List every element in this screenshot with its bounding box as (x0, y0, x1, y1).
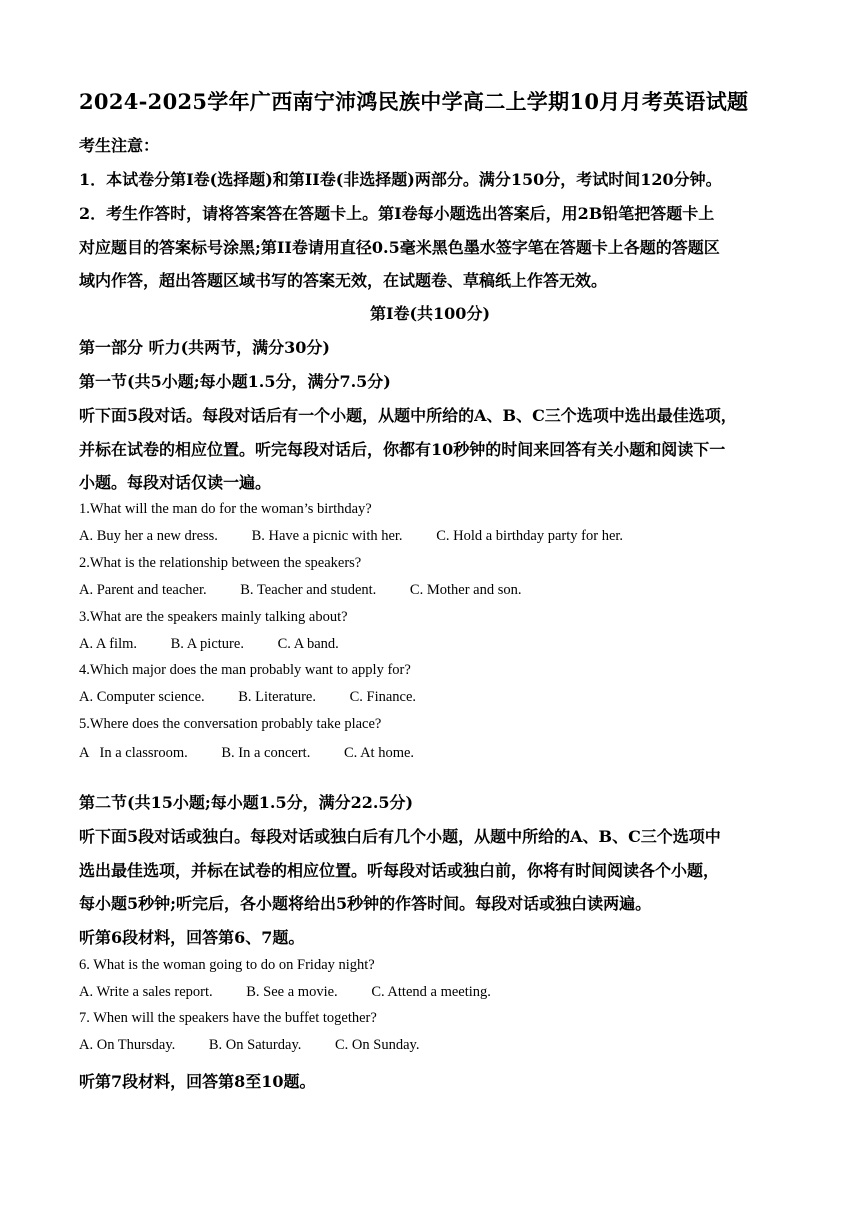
question-2-options (79, 582, 521, 599)
option-c: C. On Sunday. (335, 1037, 420, 1053)
question-2: 2.What is the relationship between the speakers? (79, 555, 362, 571)
section2-heading: 第二节(共15小题;每小题1.5分，满分22.5分) (79, 793, 414, 812)
question-3-options (79, 636, 339, 653)
option-a: A. Parent and teacher. (79, 582, 207, 598)
option-a: A. Buy her a new dress. (79, 528, 218, 544)
question-7-options (79, 1037, 419, 1054)
section1-instruction-1: 听下面5段对话。每段对话后有一个小题，从题中所给的A、B、C三个选项中选出最佳选项， (79, 406, 737, 425)
note-line-2: 2．考生作答时，请将答案答在答题卡上。第I卷每小题选出答案后，用2B铅笔把答题卡上 (79, 204, 715, 223)
option-c: C. Attend a meeting. (371, 984, 491, 1000)
option-a: A. Computer science. (79, 689, 205, 705)
option-a: A. On Thursday. (79, 1037, 176, 1053)
section1-heading: 第一节(共5小题;每小题1.5分，满分7.5分) (79, 372, 391, 391)
material-6-heading: 听第6段材料，回答第6、7题。 (79, 928, 305, 947)
question-5: 5.Where does the conversation probably take place? (79, 716, 382, 732)
question-4-options (79, 689, 416, 706)
option-a: A. A film. (79, 636, 138, 652)
question-7: 7. When will the speakers have the buffet together? (79, 1010, 377, 1026)
page-title: 2024-2025学年广西南宁沛鸿民族中学高二上学期10月月考英语试题 (79, 89, 749, 114)
note-line-3: 对应题目的答案标号涂黑;第II卷请用直径0.5毫米黑色墨水签字笔在答题卡上各题的答题区 (79, 238, 720, 257)
question-1-options (79, 528, 623, 545)
option-c: C. At home. (343, 745, 415, 761)
question-5-options (79, 745, 414, 762)
volume-heading: 第I卷(共100分) (369, 304, 491, 323)
section2-instruction-1: 听下面5段对话或独白。每段对话或独白后有几个小题，从题中所给的A、B、C三个选项中 (79, 827, 721, 846)
section2-instruction-2: 选出最佳选项，并标在试卷的相应位置。听每段对话或独白前，你将有时间阅读各个小题， (79, 861, 720, 880)
question-6: 6. What is the woman going to do on Friday night? (79, 957, 375, 973)
question-6-options (79, 984, 491, 1001)
option-b: B. A picture. (170, 636, 244, 652)
section1-instruction-2: 并标在试卷的相应位置。听完每段对话后，你都有10秒钟的时间来回答有关小题和阅读下一 (79, 440, 726, 459)
question-3: 3.What are the speakers mainly talking about? (79, 609, 348, 625)
option-b: B. In a concert. (221, 745, 311, 761)
section2-instruction-3: 每小题5秒钟;听完后，各小题将给出5秒钟的作答时间。每段对话或独白读两遍。 (79, 894, 652, 913)
option-b: B. See a movie. (246, 984, 338, 1000)
option-a: A In a classroom. (79, 745, 188, 761)
note-line-1: 1．本试卷分第I卷(选择题)和第II卷(非选择题)两部分。满分150分，考试时间120分钟。 (79, 170, 722, 189)
question-4: 4.Which major does the man probably want to apply for? (79, 662, 411, 678)
section1-instruction-3: 小题。每段对话仅读一遍。 (79, 473, 272, 492)
option-c: C. Mother and son. (409, 582, 522, 598)
option-b: B. On Saturday. (208, 1037, 302, 1053)
option-b: B. Have a picnic with her. (251, 528, 403, 544)
option-b: B. Literature. (238, 689, 316, 705)
option-c: C. Hold a birthday party for her. (436, 528, 624, 544)
note-line-4: 域内作答，超出答题区域书写的答案无效，在试题卷、草稿纸上作答无效。 (79, 271, 608, 290)
option-b: B. Teacher and student. (240, 582, 377, 598)
option-a: A. Write a sales report. (79, 984, 213, 1000)
material-7-heading: 听第7段材料，回答第8至10题。 (79, 1072, 316, 1091)
notice-heading: 考生注意： (79, 136, 160, 155)
option-c: C. Finance. (349, 689, 417, 705)
option-c: C. A band. (277, 636, 339, 652)
question-1: 1.What will the man do for the woman’s birthday? (79, 501, 372, 517)
part1-heading: 第一部分 听力(共两节，满分30分) (79, 338, 330, 357)
